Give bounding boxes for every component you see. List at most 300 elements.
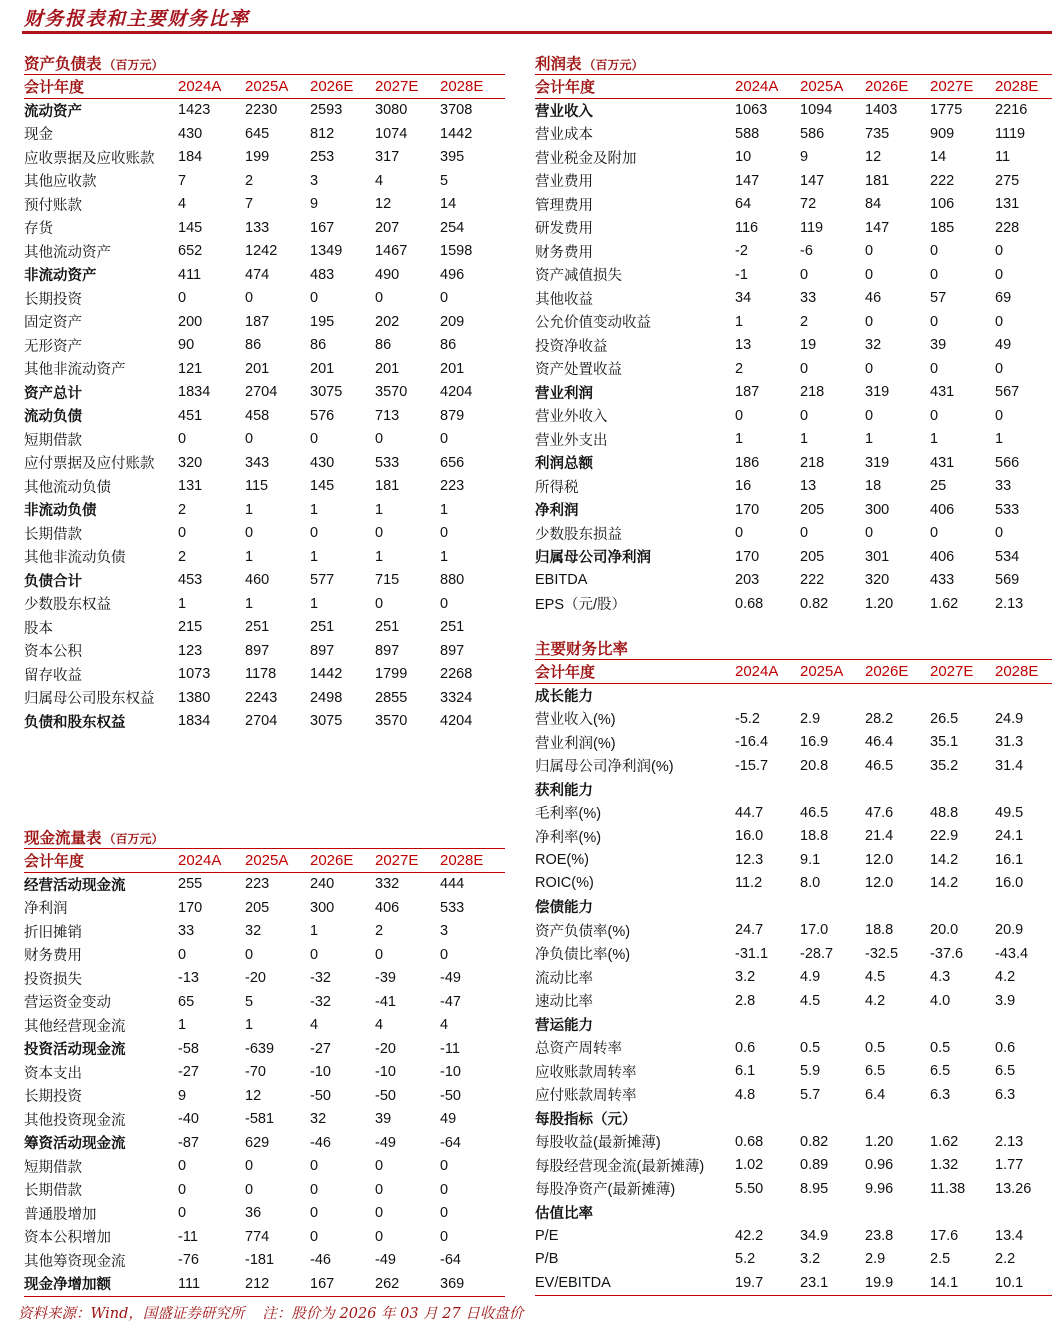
cell-value: 2 <box>375 923 384 940</box>
cell-value: 14.2 <box>930 851 959 868</box>
cell-value: 4204 <box>440 713 473 730</box>
cell-value: 0 <box>310 290 319 307</box>
cell-value: -49 <box>375 1134 396 1151</box>
table-row <box>24 522 505 546</box>
cell-value: 0 <box>375 1181 384 1198</box>
cell-value: 17.6 <box>930 1227 959 1244</box>
cell-value: 133 <box>245 219 270 236</box>
table-row <box>535 310 1052 334</box>
cell-value: 533 <box>375 454 400 471</box>
cell-value: 812 <box>310 125 335 142</box>
header-year: 2026E <box>865 662 909 680</box>
cell-value: 0 <box>178 431 187 448</box>
cell-value: 32 <box>865 337 882 354</box>
cell-value: 16.1 <box>995 851 1024 868</box>
table-row <box>24 1202 505 1226</box>
cell-value: 483 <box>310 266 335 283</box>
cell-value: 119 <box>800 219 824 236</box>
cell-value: -20 <box>375 1040 396 1057</box>
row-label: 净利率(%) <box>535 829 602 846</box>
cell-value: 18 <box>865 478 882 495</box>
table-title-text: 利润表 <box>535 56 582 73</box>
cell-value: 253 <box>310 149 335 166</box>
cell-value: 0 <box>865 525 874 542</box>
row-label: 资本支出 <box>24 1065 82 1082</box>
row-label: P/B <box>535 1251 559 1268</box>
cell-value: 116 <box>735 219 759 236</box>
cell-value: 496 <box>440 266 465 283</box>
cell-value: 262 <box>375 1275 400 1292</box>
header-year: 2026E <box>310 851 354 869</box>
table-row <box>535 545 1052 569</box>
row-label: 资产处置收益 <box>535 362 622 379</box>
table-row <box>24 122 505 146</box>
table-row <box>535 1248 1052 1272</box>
cell-value: 1 <box>735 431 744 448</box>
table-row <box>535 801 1052 825</box>
row-label: 营业收入(%) <box>535 712 616 729</box>
cell-value: 533 <box>440 899 465 916</box>
table-title <box>24 52 505 75</box>
cell-value: 0 <box>995 266 1004 283</box>
cell-value: -46 <box>310 1134 331 1151</box>
cell-value: 0 <box>310 1158 319 1175</box>
table-title-text: 资产负债表 <box>24 56 102 73</box>
cell-value: -181 <box>245 1252 275 1269</box>
table-header-row <box>24 75 505 99</box>
cell-value: 343 <box>245 454 270 471</box>
cell-value: 3.9 <box>995 992 1016 1009</box>
cell-value: 5.9 <box>800 1063 821 1080</box>
cell-value: 0 <box>440 1181 449 1198</box>
cell-value: 6.3 <box>995 1086 1016 1103</box>
cell-value: 2704 <box>245 713 278 730</box>
cell-value: 490 <box>375 266 400 283</box>
cell-value: 656 <box>440 454 465 471</box>
header-year: 2027E <box>930 77 974 95</box>
cell-value: 223 <box>440 478 465 495</box>
cell-value: 897 <box>375 642 400 659</box>
cell-value: 240 <box>310 876 335 893</box>
table-row <box>535 1083 1052 1107</box>
cell-value: -6 <box>800 243 813 260</box>
cell-value: 12.0 <box>865 851 894 868</box>
income-statement-table <box>535 52 1052 616</box>
cell-value: 44.7 <box>735 804 764 821</box>
cell-value: 14.2 <box>930 875 959 892</box>
table-row <box>535 1154 1052 1178</box>
header-year: 2025A <box>245 77 289 95</box>
cell-value: 86 <box>375 337 392 354</box>
cell-value: 430 <box>178 125 203 142</box>
cell-value: 86 <box>440 337 457 354</box>
cell-value: 2 <box>178 501 187 518</box>
cell-value: 21.4 <box>865 828 894 845</box>
cell-value: 0 <box>800 360 809 377</box>
cell-value: 1073 <box>178 666 211 683</box>
cell-value: 319 <box>865 454 890 471</box>
row-label: 资本公积增加 <box>24 1230 111 1247</box>
cell-value: 187 <box>735 384 760 401</box>
cell-value: -639 <box>245 1040 275 1057</box>
cell-value: 9.96 <box>865 1180 894 1197</box>
row-label: 每股收益(最新摊薄) <box>535 1135 661 1152</box>
cell-value: 0 <box>995 313 1004 330</box>
cell-value: 2.9 <box>800 710 821 727</box>
row-label: 速动比率 <box>535 994 593 1011</box>
cell-value: 5.7 <box>800 1086 821 1103</box>
table-row <box>24 592 505 616</box>
cell-value: 8.95 <box>800 1180 829 1197</box>
title-divider <box>22 31 1052 34</box>
cell-value: 1 <box>310 501 319 518</box>
cell-value: 16.0 <box>995 875 1024 892</box>
cell-value: 395 <box>440 149 465 166</box>
cell-value: 433 <box>930 572 955 589</box>
cell-value: 0 <box>995 407 1004 424</box>
cell-value: 3 <box>310 172 319 189</box>
cell-value: 46 <box>865 290 882 307</box>
cell-value: 0 <box>930 243 939 260</box>
cell-value: 1 <box>310 923 319 940</box>
table-row <box>24 287 505 311</box>
cell-value: 897 <box>245 642 270 659</box>
cell-value: 0 <box>735 525 744 542</box>
row-label: 负债合计 <box>24 573 82 590</box>
table-header-row <box>535 75 1052 99</box>
cell-value: 200 <box>178 313 203 330</box>
cell-value: 3708 <box>440 102 473 119</box>
cell-value: 255 <box>178 876 203 893</box>
cell-value: 1380 <box>178 689 211 706</box>
cell-value: 1 <box>800 431 809 448</box>
cell-value: 0 <box>440 525 449 542</box>
cell-value: 0 <box>800 266 809 283</box>
header-year: 2028E <box>995 662 1039 680</box>
cell-value: 147 <box>800 172 825 189</box>
row-label: 资产负债率(%) <box>535 923 631 940</box>
cell-value: -15.7 <box>735 757 769 774</box>
table-row <box>24 1155 505 1179</box>
cell-value: -5.2 <box>735 710 760 727</box>
cell-value: 474 <box>245 266 270 283</box>
cell-value: 411 <box>178 266 202 283</box>
cell-value: 4.9 <box>800 969 821 986</box>
cell-value: 458 <box>245 407 270 424</box>
cell-value: 1 <box>178 1017 187 1034</box>
cell-value: 1423 <box>178 102 211 119</box>
cell-value: 1063 <box>735 102 768 119</box>
cell-value: 0 <box>995 360 1004 377</box>
cell-value: 576 <box>310 407 335 424</box>
cell-value: 3075 <box>310 713 343 730</box>
cell-value: 567 <box>995 384 1020 401</box>
cell-value: 0 <box>735 407 744 424</box>
cell-value: 47.6 <box>865 804 894 821</box>
cell-value: 184 <box>178 149 203 166</box>
row-label: 短期借款 <box>24 432 82 449</box>
cell-value: 0.5 <box>930 1039 951 1056</box>
cell-value: 880 <box>440 572 465 589</box>
cell-value: 24.7 <box>735 922 764 939</box>
cell-value: 1598 <box>440 243 473 260</box>
cell-value: 1442 <box>310 666 343 683</box>
table-row <box>535 287 1052 311</box>
cell-value: 1094 <box>800 102 833 119</box>
cell-value: 201 <box>310 360 335 377</box>
cell-value: 186 <box>735 454 760 471</box>
cell-value: 2 <box>245 172 254 189</box>
header-year: 2024A <box>735 77 779 95</box>
cell-value: 26.5 <box>930 710 959 727</box>
cell-value: 0 <box>178 290 187 307</box>
cell-value: 1834 <box>178 713 211 730</box>
row-label: 营业费用 <box>535 174 593 191</box>
row-label: 负债和股东权益 <box>24 714 126 731</box>
cell-value: 577 <box>310 572 335 589</box>
cell-value: 4 <box>440 1017 449 1034</box>
cell-value: 406 <box>930 548 955 565</box>
row-label: 其他筹资现金流 <box>24 1253 126 1270</box>
table-row <box>535 1224 1052 1248</box>
table-row <box>535 942 1052 966</box>
cell-value: 86 <box>245 337 262 354</box>
page-title: 财务报表和主要财务比率 <box>24 8 250 30</box>
header-year: 2024A <box>178 77 222 95</box>
cell-value: 1 <box>440 548 449 565</box>
cell-value: 0 <box>865 243 874 260</box>
cell-value: 251 <box>375 619 400 636</box>
table-row <box>535 1271 1052 1295</box>
cell-value: 11.2 <box>735 875 763 892</box>
cell-value: -40 <box>178 1111 199 1128</box>
cell-value: 254 <box>440 219 465 236</box>
cell-value: -49 <box>440 970 461 987</box>
row-label: 普通股增加 <box>24 1206 97 1223</box>
cell-value: 251 <box>440 619 465 636</box>
cell-value: 212 <box>245 1275 270 1292</box>
row-label: 净利润 <box>535 503 579 520</box>
header-year: 2028E <box>440 77 484 95</box>
cell-value: 0.6 <box>995 1039 1016 1056</box>
cell-value: 1119 <box>995 125 1026 142</box>
table-row <box>24 1037 505 1061</box>
cell-value: 12.0 <box>865 875 894 892</box>
cell-value: 33 <box>178 923 195 940</box>
cell-value: 36 <box>245 1205 262 1222</box>
row-label: 毛利率(%) <box>535 806 602 823</box>
cell-value: 0 <box>440 431 449 448</box>
cell-value: 451 <box>178 407 203 424</box>
cell-value: 0.5 <box>800 1039 821 1056</box>
table-row <box>24 404 505 428</box>
cell-value: 713 <box>375 407 400 424</box>
table-row <box>24 498 505 522</box>
row-label: 经营活动现金流 <box>24 877 126 894</box>
cell-value: 5 <box>440 172 449 189</box>
cell-value: 49 <box>995 337 1012 354</box>
row-label: 归属母公司净利润(%) <box>535 759 674 776</box>
cell-value: -11 <box>440 1040 460 1057</box>
row-label: 营运能力 <box>535 1017 593 1034</box>
row-label: 投资活动现金流 <box>24 1042 126 1059</box>
cell-value: 69 <box>995 290 1012 307</box>
cell-value: 12 <box>865 149 882 166</box>
cell-value: -49 <box>375 1252 396 1269</box>
cell-value: 0 <box>375 946 384 963</box>
header-year: 2028E <box>440 851 484 869</box>
cell-value: 9 <box>310 196 319 213</box>
cell-value: 909 <box>930 125 955 142</box>
cell-value: 6.5 <box>995 1063 1016 1080</box>
cell-value: 34.9 <box>800 1227 829 1244</box>
row-label: 少数股东损益 <box>535 526 622 543</box>
cell-value: 39 <box>930 337 947 354</box>
cell-value: 534 <box>995 548 1020 565</box>
row-label: 所得税 <box>535 479 579 496</box>
table-row <box>24 616 505 640</box>
row-label: 其他非流动资产 <box>24 362 126 379</box>
cell-value: 24.1 <box>995 828 1024 845</box>
table-row <box>535 1060 1052 1084</box>
table-row <box>24 1061 505 1085</box>
cell-value: 218 <box>800 384 825 401</box>
table-row <box>535 404 1052 428</box>
row-label: 无形资产 <box>24 338 82 355</box>
cell-value: 0 <box>865 266 874 283</box>
cell-value: 2.2 <box>995 1251 1016 1268</box>
cell-value: 0 <box>375 431 384 448</box>
cell-value: -46 <box>310 1252 331 1269</box>
cell-value: 4.0 <box>930 992 951 1009</box>
table-title-unit: （百万元） <box>103 58 164 72</box>
cell-value: 202 <box>375 313 400 330</box>
cell-value: 46.5 <box>865 757 894 774</box>
table-row <box>24 475 505 499</box>
row-label: 每股经营现金流(最新摊薄) <box>535 1158 705 1175</box>
cell-value: 31.4 <box>995 757 1024 774</box>
cell-value: 2230 <box>245 102 278 119</box>
cell-value: 566 <box>995 454 1020 471</box>
cell-value: 33 <box>995 478 1012 495</box>
source-text: 资料来源：Wind，国盛证券研究所 <box>18 1306 245 1322</box>
cell-value: 0 <box>995 525 1004 542</box>
cell-value: 1.20 <box>865 1133 894 1150</box>
financial-ratios-table <box>535 637 1052 1296</box>
cell-value: 147 <box>865 219 890 236</box>
cell-value: -581 <box>245 1111 275 1128</box>
cell-value: 0 <box>440 595 449 612</box>
cell-value: 121 <box>178 360 203 377</box>
cell-value: 32 <box>310 1111 327 1128</box>
cell-value: 6.1 <box>735 1063 756 1080</box>
row-label: 固定资产 <box>24 315 82 332</box>
table-title-text: 现金流量表 <box>24 830 102 847</box>
cell-value: 23.1 <box>800 1274 829 1291</box>
cell-value: 187 <box>245 313 270 330</box>
table-row <box>535 754 1052 778</box>
cell-value: 0 <box>440 946 449 963</box>
table-row <box>535 895 1052 919</box>
cell-value: 4 <box>310 1017 319 1034</box>
cell-value: 6.4 <box>865 1086 886 1103</box>
cell-value: 131 <box>995 196 1020 213</box>
cell-value: 3075 <box>310 384 343 401</box>
row-label: 筹资活动现金流 <box>24 1136 126 1153</box>
cell-value: 8.0 <box>800 875 821 892</box>
row-label: 投资损失 <box>24 971 82 988</box>
cell-value: 1.77 <box>995 1157 1024 1174</box>
row-label: 其他收益 <box>535 291 593 308</box>
cell-value: 90 <box>178 337 195 354</box>
table-row <box>535 731 1052 755</box>
row-label: 营业税金及附加 <box>535 150 637 167</box>
cell-value: 201 <box>245 360 270 377</box>
table-row <box>24 943 505 967</box>
cell-value: 4 <box>375 172 384 189</box>
cell-value: 1178 <box>245 666 277 683</box>
cell-value: 3.2 <box>735 969 756 986</box>
cell-value: 1442 <box>440 125 473 142</box>
cell-value: 49 <box>440 1111 457 1128</box>
cell-value: 25 <box>930 478 947 495</box>
header-label: 会计年度 <box>535 78 596 96</box>
table-row <box>535 475 1052 499</box>
row-label: ROE(%) <box>535 851 589 868</box>
cell-value: 0 <box>375 1158 384 1175</box>
cell-value: 167 <box>310 1275 335 1292</box>
table-row <box>535 1013 1052 1037</box>
cell-value: 123 <box>178 642 203 659</box>
table-row <box>24 357 505 381</box>
cash-flow-table <box>24 826 505 1297</box>
cell-value: 0.82 <box>800 1133 829 1150</box>
cell-value: 406 <box>930 501 955 518</box>
cell-value: 16.0 <box>735 828 764 845</box>
cell-value: 2704 <box>245 384 278 401</box>
cell-value: 1 <box>310 595 319 612</box>
cell-value: 251 <box>310 619 335 636</box>
cell-value: 735 <box>865 125 890 142</box>
cell-value: 1 <box>245 595 254 612</box>
table-row <box>535 848 1052 872</box>
cell-value: 1834 <box>178 384 211 401</box>
table-row <box>24 1249 505 1273</box>
cell-value: 201 <box>375 360 400 377</box>
cell-value: 19 <box>800 337 817 354</box>
header-year: 2026E <box>865 77 909 95</box>
cell-value: 0 <box>865 313 874 330</box>
cell-value: 588 <box>735 125 760 142</box>
cell-value: 1 <box>310 548 319 565</box>
cell-value: -10 <box>440 1064 461 1081</box>
table-row <box>535 1036 1052 1060</box>
table-row <box>535 1130 1052 1154</box>
cell-value: 0 <box>440 290 449 307</box>
cell-value: 185 <box>930 219 955 236</box>
cell-value: 652 <box>178 243 203 260</box>
row-label: 流动资产 <box>24 103 82 120</box>
header-year: 2028E <box>995 77 1039 95</box>
cell-value: 6.3 <box>930 1086 951 1103</box>
cell-value: 64 <box>735 196 752 213</box>
cell-value: 0 <box>440 1205 449 1222</box>
cell-value: 22.9 <box>930 828 959 845</box>
header-label: 会计年度 <box>24 78 85 96</box>
cell-value: 1242 <box>245 243 278 260</box>
cell-value: 1 <box>245 548 254 565</box>
cell-value: 569 <box>995 572 1020 589</box>
